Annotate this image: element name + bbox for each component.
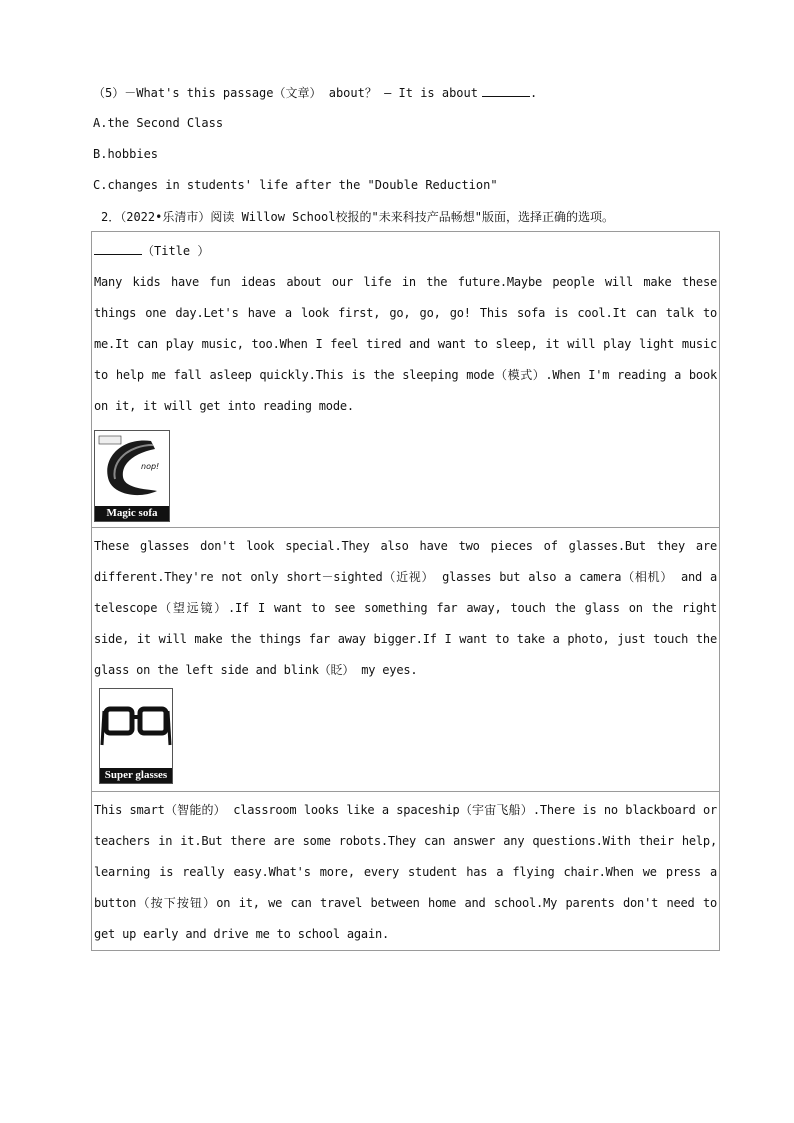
option-a: A.the Second Class: [93, 116, 224, 130]
title-blank: [94, 243, 142, 255]
q5-stem: （5）－What's this passage（文章） about？ – It is about: [93, 86, 478, 100]
glasses-paragraph: These glasses don't look special.They also have two pieces of glasses.But they are different.They're not only short－sighted（近视） glasses but also a camera（相机） and a telescope（望远镜）.If I want to see something far away, touch the glass on the right side, it will make the things far away bigger.If I want to take a photo, just touch the glass on the left side and blink（眨） my eyes.: [94, 539, 717, 677]
super-glasses-caption: Super glasses: [100, 768, 172, 783]
option-c: C.changes in students' life after the "Double Reduction": [93, 178, 498, 192]
title-line: [94, 242, 209, 259]
question-2-heading: 2．（2022•乐清市）阅读 Willow School校报的"未来科技产品畅想"版面，选择正确的选项。: [101, 210, 614, 224]
passage-box-sofa: [91, 231, 720, 527]
classroom-paragraph: This smart（智能的） classroom looks like a spaceship（宇宙飞船）.There is no blackboard or teachers in it.But there are some robots.They can answer any questions.With their help, learning is really easy.What's more, every student has a flying chair.When we press a button（按下按钮）on it, we can travel between home and school.My parents don't need to get up early and drive me to school again.: [94, 803, 717, 941]
glasses-icon: [100, 689, 172, 767]
magic-sofa-caption: Magic sofa: [95, 506, 169, 521]
sofa-icon: [95, 431, 169, 505]
q5-end: .: [530, 86, 538, 100]
magic-sofa-image: [94, 430, 170, 522]
super-glasses-image: [99, 688, 173, 784]
passage-box-glasses: [91, 527, 720, 791]
sofa-paragraph: Many kids have fun ideas about our life in the future.Maybe people will make these things one day.Let's have a look first, go, go, go! This sofa is cool.It can talk to me.It can play music, too.When I feel tired and want to sleep, it will play light music to help me fall asleep quickly.This is the sleeping mode（模式）.When I'm reading a book on it, it will get into reading mode.: [94, 275, 717, 413]
option-b: B.hobbies: [93, 147, 159, 161]
q5-question: [93, 84, 537, 101]
answer-blank: [482, 86, 530, 97]
passage-box-classroom: [91, 791, 720, 951]
title-label: （Title ）: [142, 244, 210, 258]
svg-text:nop!: nop!: [141, 462, 160, 471]
